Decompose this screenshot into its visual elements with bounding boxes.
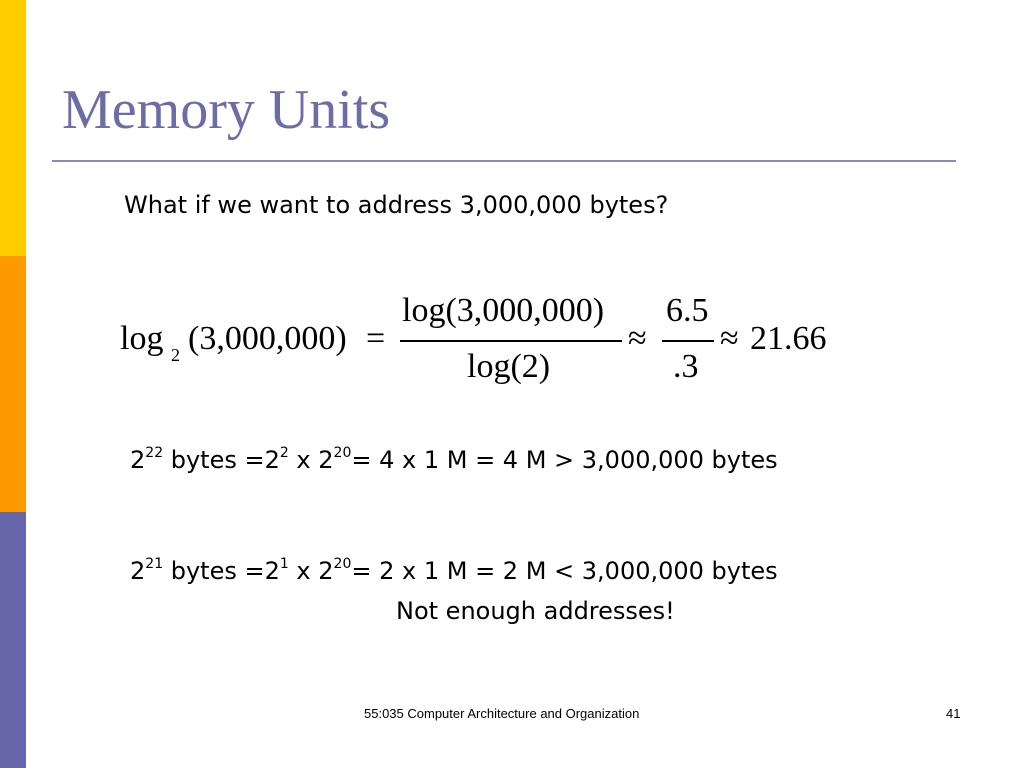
- footer-course-name: 55:035 Computer Architecture and Organization: [364, 706, 640, 721]
- approx-sign-1: ≈: [628, 320, 647, 357]
- equation-result: 21.66: [750, 320, 827, 357]
- fraction-denominator: log(2): [467, 348, 551, 385]
- conclusion-note: Not enough addresses!: [396, 597, 675, 625]
- calc-line-22-text3: = 4 x 1 M = 4 M > 3,000,000 bytes: [351, 446, 778, 474]
- calc-line-22: [130, 446, 778, 474]
- approx-denominator: .3: [673, 348, 699, 385]
- calc-line-21-exp1: 21: [145, 556, 164, 572]
- calc-line-21-base: 2: [130, 557, 146, 585]
- slide-title: Memory Units: [62, 79, 391, 141]
- calc-line-22-exp1: 22: [145, 445, 164, 461]
- sidebar-accent-yellow: [0, 0, 26, 256]
- calc-line-21-text2: x 2: [288, 557, 334, 585]
- approx-fraction-bar: [662, 340, 714, 342]
- fraction-numerator: log(3,000,000): [402, 292, 605, 329]
- log-argument: (3,000,000): [188, 320, 347, 357]
- calc-line-21-exp2: 1: [279, 556, 289, 572]
- footer-page-number: 41: [946, 706, 961, 721]
- calc-line-22-text2: x 2: [288, 446, 334, 474]
- calc-line-21: [130, 557, 778, 585]
- calc-line-22-text1: bytes =2: [163, 446, 280, 474]
- equals-sign: =: [366, 320, 386, 357]
- log-equation: [120, 290, 880, 390]
- calc-line-22-exp3: 20: [333, 445, 352, 461]
- log-label: log: [120, 320, 164, 357]
- title-divider: [52, 160, 956, 162]
- log-base: 2: [171, 345, 180, 365]
- sidebar-accent-orange: [0, 256, 26, 512]
- calc-line-22-base: 2: [130, 446, 146, 474]
- calc-line-22-exp2: 2: [279, 445, 289, 461]
- calc-line-21-text3: = 2 x 1 M = 2 M < 3,000,000 bytes: [351, 557, 778, 585]
- approx-sign-2: ≈: [720, 320, 739, 357]
- fraction-bar: [400, 340, 622, 342]
- approx-numerator: 6.5: [666, 292, 709, 329]
- calc-line-21-exp3: 20: [333, 556, 352, 572]
- calc-line-21-text1: bytes =2: [163, 557, 280, 585]
- sidebar-accent-purple: [0, 512, 26, 768]
- question-text: What if we want to address 3,000,000 bytes?: [124, 191, 669, 219]
